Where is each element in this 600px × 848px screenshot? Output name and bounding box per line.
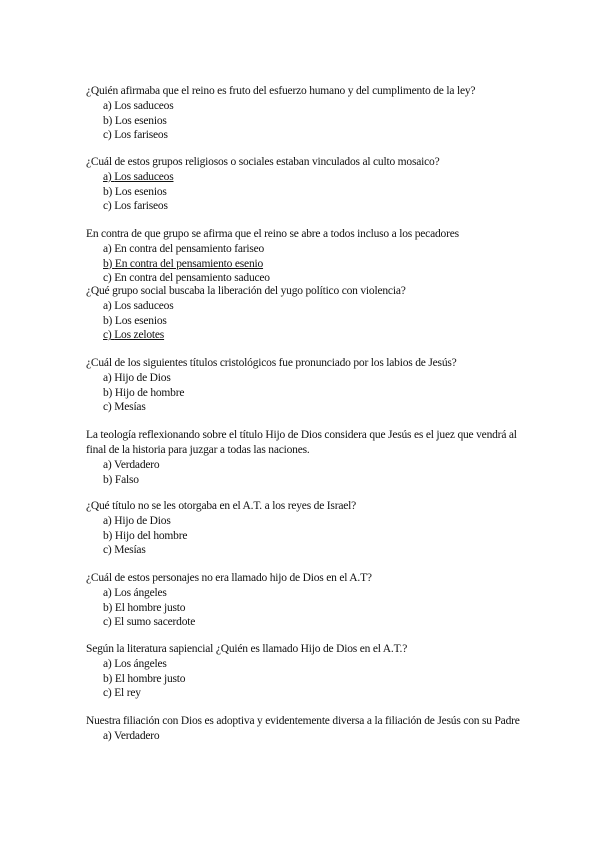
question-text: ¿Quién afirmaba que el reino es fruto del esfuerzo humano y del cumplimento de la ley? — [86, 85, 476, 97]
option-label: c) — [103, 200, 112, 213]
option-label: b) — [103, 529, 113, 542]
option-label: b) — [103, 185, 113, 198]
option-text: Verdadero — [114, 730, 160, 742]
option-text: En contra del pensamiento esenio — [114, 257, 264, 270]
question-9 — [86, 642, 526, 701]
option-label: a) — [103, 730, 112, 742]
option-b[interactable] — [86, 185, 526, 200]
option-text: El sumo sacerdote — [114, 616, 196, 629]
question-6 — [86, 428, 526, 487]
option-text: Los esenios — [114, 314, 167, 327]
option-text: El rey — [114, 687, 141, 700]
option-text: Mesías — [114, 401, 146, 414]
option-label: b) — [103, 314, 113, 327]
option-list — [86, 99, 526, 143]
option-text: Los saduceos — [114, 100, 174, 112]
option-text: Los ángeles — [114, 658, 167, 670]
option-list — [86, 657, 526, 701]
option-c[interactable] — [86, 128, 526, 143]
option-a[interactable] — [86, 657, 526, 672]
option-a[interactable] — [86, 586, 526, 601]
question-10 — [86, 714, 526, 744]
option-list — [86, 371, 526, 415]
option-label: a) — [103, 459, 112, 471]
option-text: En contra del pensamiento fariseo — [114, 243, 265, 255]
question-3 — [86, 227, 526, 286]
option-b[interactable] — [86, 257, 526, 272]
option-text: Falso — [114, 473, 139, 486]
option-label: c) — [103, 401, 112, 414]
option-a[interactable] — [86, 299, 526, 314]
option-list — [86, 299, 526, 343]
option-a[interactable] — [86, 458, 526, 473]
option-label: a) — [103, 243, 112, 255]
option-c[interactable] — [86, 328, 526, 343]
option-label: c) — [103, 544, 112, 557]
option-c[interactable] — [86, 615, 526, 630]
option-list — [86, 242, 526, 286]
option-c[interactable] — [86, 686, 526, 701]
option-text: Los saduceos — [114, 171, 174, 183]
option-b[interactable] — [86, 386, 526, 401]
option-b[interactable] — [86, 314, 526, 329]
option-text: Hijo de Dios — [114, 372, 171, 384]
question-1 — [86, 84, 526, 143]
question-text: Según la literatura sapiencial ¿Quién es llamado Hijo de Dios en el A.T.? — [86, 643, 408, 655]
option-text: El hombre justo — [114, 601, 186, 614]
option-a[interactable] — [86, 242, 526, 257]
option-label: b) — [103, 114, 113, 127]
question-5 — [86, 356, 526, 415]
question-text: Nuestra filiación con Dios es adoptiva y evidentemente diversa a la filiación de Jesús con su Padre — [86, 715, 520, 727]
option-list — [86, 514, 526, 558]
option-list — [86, 586, 526, 630]
option-label: c) — [103, 616, 112, 629]
option-a[interactable] — [86, 371, 526, 386]
option-label: b) — [103, 473, 113, 486]
question-text: ¿Qué grupo social buscaba la liberación del yugo político con violencia? — [86, 285, 406, 297]
option-b[interactable] — [86, 114, 526, 129]
option-a[interactable] — [86, 729, 526, 744]
option-label: a) — [103, 372, 112, 384]
option-label: a) — [103, 171, 112, 183]
option-label: c) — [103, 272, 112, 285]
option-text: Hijo de hombre — [114, 386, 185, 399]
option-label: c) — [103, 329, 112, 342]
question-7 — [86, 499, 526, 558]
question-8 — [86, 571, 526, 630]
question-text: ¿Cuál de estos personajes no era llamado hijo de Dios en el A.T? — [86, 572, 372, 584]
option-b[interactable] — [86, 601, 526, 616]
option-text: Los saduceos — [114, 300, 174, 312]
option-label: b) — [103, 257, 113, 270]
option-label: c) — [103, 129, 112, 142]
option-text: Los fariseos — [114, 129, 168, 142]
option-a[interactable] — [86, 514, 526, 529]
option-text: Verdadero — [114, 459, 160, 471]
option-text: El hombre justo — [114, 672, 186, 685]
option-text: Hijo de Dios — [114, 515, 171, 527]
question-text: ¿Cuál de estos grupos religiosos o sociales estaban vinculados al culto mosaico? — [86, 156, 440, 168]
option-c[interactable] — [86, 400, 526, 415]
question-text: En contra de que grupo se afirma que el reino se abre a todos incluso a los pecadores — [86, 228, 459, 240]
question-2 — [86, 155, 526, 214]
option-a[interactable] — [86, 170, 526, 185]
option-list — [86, 170, 526, 214]
option-label: b) — [103, 672, 113, 685]
option-text: En contra del pensamiento saduceo — [114, 272, 270, 285]
question-text: ¿Qué título no se les otorgaba en el A.T. a los reyes de Israel? — [86, 500, 357, 512]
option-label: b) — [103, 601, 113, 614]
option-c[interactable] — [86, 543, 526, 558]
option-b[interactable] — [86, 529, 526, 544]
option-text: Los esenios — [114, 114, 167, 127]
option-c[interactable] — [86, 199, 526, 214]
option-a[interactable] — [86, 99, 526, 114]
option-text: Los zelotes — [114, 329, 165, 342]
option-label: a) — [103, 300, 112, 312]
option-b[interactable] — [86, 473, 526, 488]
option-label: a) — [103, 515, 112, 527]
question-text: ¿Cuál de los siguientes títulos cristológicos fue pronunciado por los labios de Jesús? — [86, 357, 457, 369]
question-4 — [86, 284, 526, 343]
option-label: b) — [103, 386, 113, 399]
question-text: La teología reflexionando sobre el título Hijo de Dios considera que Jesús es el juez que vendrá al final de la historia para juzgar a todas las naciones. — [86, 429, 517, 456]
option-label: a) — [103, 658, 112, 670]
option-label: a) — [103, 587, 112, 599]
option-text: Mesías — [114, 544, 146, 557]
option-text: Hijo del hombre — [114, 529, 188, 542]
option-b[interactable] — [86, 672, 526, 687]
option-list — [86, 729, 526, 744]
option-text: Los ángeles — [114, 587, 167, 599]
option-list — [86, 458, 526, 487]
option-text: Los esenios — [114, 185, 167, 198]
option-label: c) — [103, 687, 112, 700]
option-text: Los fariseos — [114, 200, 168, 213]
option-label: a) — [103, 100, 112, 112]
